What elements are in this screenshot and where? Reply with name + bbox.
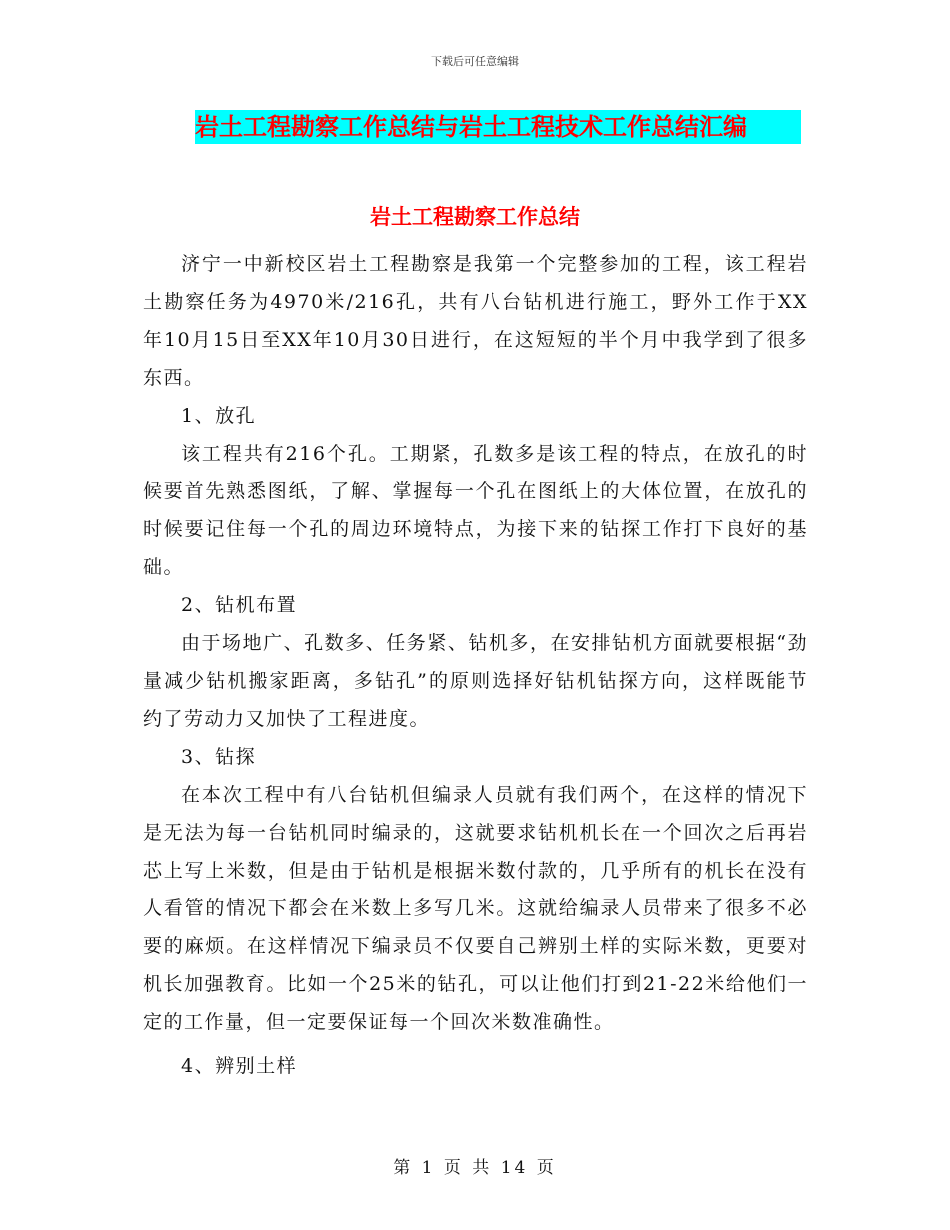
section-heading: 3、钻探 <box>181 745 257 768</box>
page-footer: 第 1 页 共 14 页 <box>393 1158 557 1178</box>
section-heading: 1、放孔 <box>181 404 257 427</box>
section-heading: 4、辨别土样 <box>181 1055 298 1078</box>
section-heading: 2、钻机布置 <box>181 594 298 617</box>
body-paragraph: 由于场地广、孔数多、任务紧、钻机多，在安排钻机方面就要根据“劲量减少钻机搬家距离，多钻孔”的原则选择好钻机钻探方向，这样既能节约了劳动力又加快了工程进度。 <box>143 632 808 730</box>
section-title: 岩土工程勘察工作总结 <box>370 205 580 229</box>
document-body <box>143 246 808 1086</box>
body-paragraph: 在本次工程中有八台钻机但编录人员就有我们两个，在这样的情况下是无法为每一台钻机同时编录的，这就要求钻机机长在一个回次之后再岩芯上写上米数，但是由于钻机是根据米数付款的，几乎所有的机长在没有人看管的情况下都会在米数上多写几米。这就给编录人员带来了很多不必要的麻烦。在这样情况下编录员不仅要自己辨别土样的实际米数，更要对机长加强教育。比如一个25米的钻孔，可以让他们打到21-22米给他们一定的工作量，但一定要保证每一个回次米数准确性。 <box>143 783 808 1034</box>
page-header-note: 下载后可任意编辑 <box>431 55 519 68</box>
document-main-title: 岩土工程勘察工作总结与岩土工程技术工作总结汇编 <box>195 110 801 144</box>
body-paragraph: 济宁一中新校区岩土工程勘察是我第一个完整参加的工程，该工程岩土勘察任务为4970米/216孔，共有八台钻机进行施工，野外工作于XX年10月15日至XX年10月30日进行，在这短短的半个月中我学到了很多东西。 <box>143 253 808 389</box>
body-paragraph: 该工程共有216个孔。工期紧，孔数多是该工程的特点，在放孔的时候要首先熟悉图纸，了解、掌握每一个孔在图纸上的大体位置，在放孔的时候要记住每一个孔的周边环境特点，为接下来的钻探工作打下良好的基础。 <box>143 442 808 579</box>
